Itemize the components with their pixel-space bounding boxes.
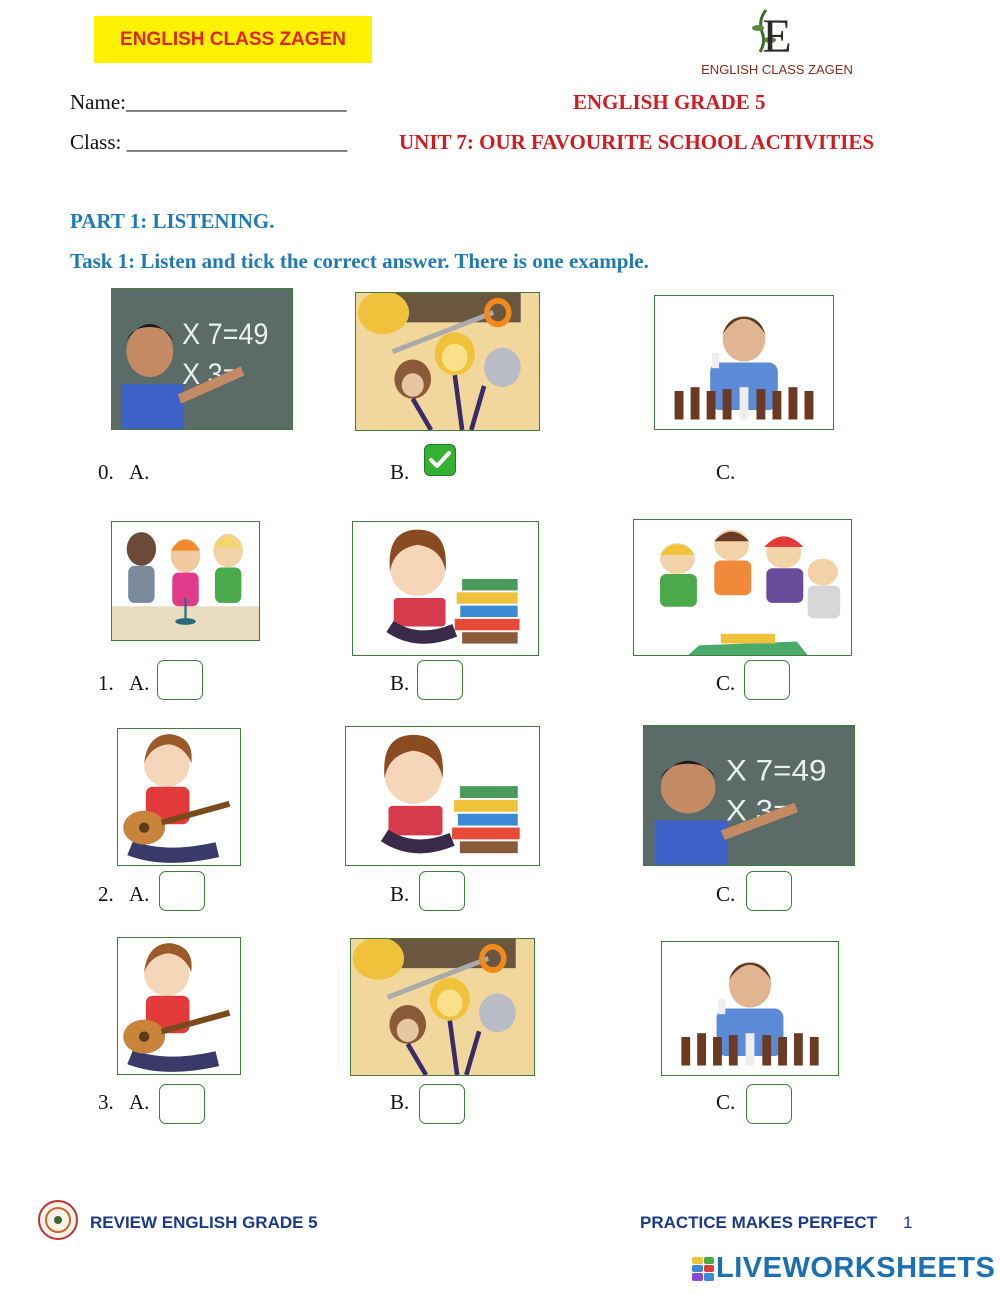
- option-1c-image: [633, 519, 852, 656]
- grade-title: ENGLISH GRADE 5: [573, 90, 766, 114]
- question-2-number: 2.: [98, 882, 114, 906]
- option-0b-image: [355, 292, 540, 431]
- part-title: PART 1: LISTENING.: [70, 209, 275, 233]
- class-badge-text: ENGLISH CLASS ZAGEN: [120, 28, 346, 50]
- liveworksheets-logo[interactable]: [692, 1252, 995, 1285]
- question-3-a-label: A.: [129, 1090, 150, 1114]
- page-number: 1: [903, 1213, 913, 1232]
- school-logo: [696, 6, 858, 82]
- option-1a-image: [111, 521, 260, 641]
- option-0c-image: [654, 295, 834, 430]
- question-2-c-label: C.: [716, 882, 736, 906]
- liveworksheets-text: LIVEWORKSHEETS: [716, 1252, 996, 1284]
- check-icon: [424, 444, 456, 476]
- footer-left-text: REVIEW ENGLISH GRADE 5: [90, 1213, 318, 1232]
- question-0-c-label: C.: [716, 460, 736, 484]
- question-2-a-label: A.: [129, 882, 150, 906]
- question-1-a-label: A.: [129, 671, 150, 695]
- question-3-number: 3.: [98, 1090, 114, 1114]
- seal-icon: [38, 1200, 78, 1240]
- answer-box-1b[interactable]: [417, 660, 463, 700]
- option-3a-image: [117, 937, 241, 1075]
- logo-letter: E: [762, 10, 792, 63]
- question-1-c-label: C.: [716, 671, 736, 695]
- option-2a-image: [117, 728, 241, 866]
- task-title: Task 1: Listen and tick the correct answer. There is one example.: [70, 249, 649, 273]
- answer-box-3a[interactable]: [159, 1084, 205, 1124]
- option-2c-image: [643, 725, 855, 866]
- option-2b-image: [345, 726, 540, 866]
- question-1-b-label: B.: [390, 671, 410, 695]
- class-field: Class: _____________________: [70, 130, 348, 154]
- option-0a-image: [111, 288, 293, 430]
- answer-box-2c[interactable]: [746, 871, 792, 911]
- question-0-a-label: A.: [129, 460, 150, 484]
- unit-title: UNIT 7: OUR FAVOURITE SCHOOL ACTIVITIES: [399, 130, 875, 154]
- question-0-number: 0.: [98, 460, 114, 484]
- answer-box-2b[interactable]: [419, 871, 465, 911]
- liveworksheets-icon: [692, 1257, 714, 1281]
- answer-box-1a[interactable]: [157, 660, 203, 700]
- question-1-number: 1.: [98, 671, 114, 695]
- answer-box-2a[interactable]: [159, 871, 205, 911]
- question-2-b-label: B.: [390, 882, 410, 906]
- footer-right-text: PRACTICE MAKES PERFECT: [640, 1213, 878, 1232]
- option-3b-image: [350, 938, 535, 1076]
- class-badge: [94, 16, 372, 63]
- question-3-c-label: C.: [716, 1090, 736, 1114]
- answer-box-3b[interactable]: [419, 1084, 465, 1124]
- question-3-b-label: B.: [390, 1090, 410, 1114]
- answer-box-3c[interactable]: [746, 1084, 792, 1124]
- logo-text: ENGLISH CLASS ZAGEN: [701, 62, 853, 77]
- answer-box-1c[interactable]: [744, 660, 790, 700]
- question-0-b-label: B.: [390, 460, 410, 484]
- option-1b-image: [352, 521, 539, 656]
- name-field: Name:_____________________: [70, 90, 347, 114]
- option-3c-image: [661, 941, 839, 1076]
